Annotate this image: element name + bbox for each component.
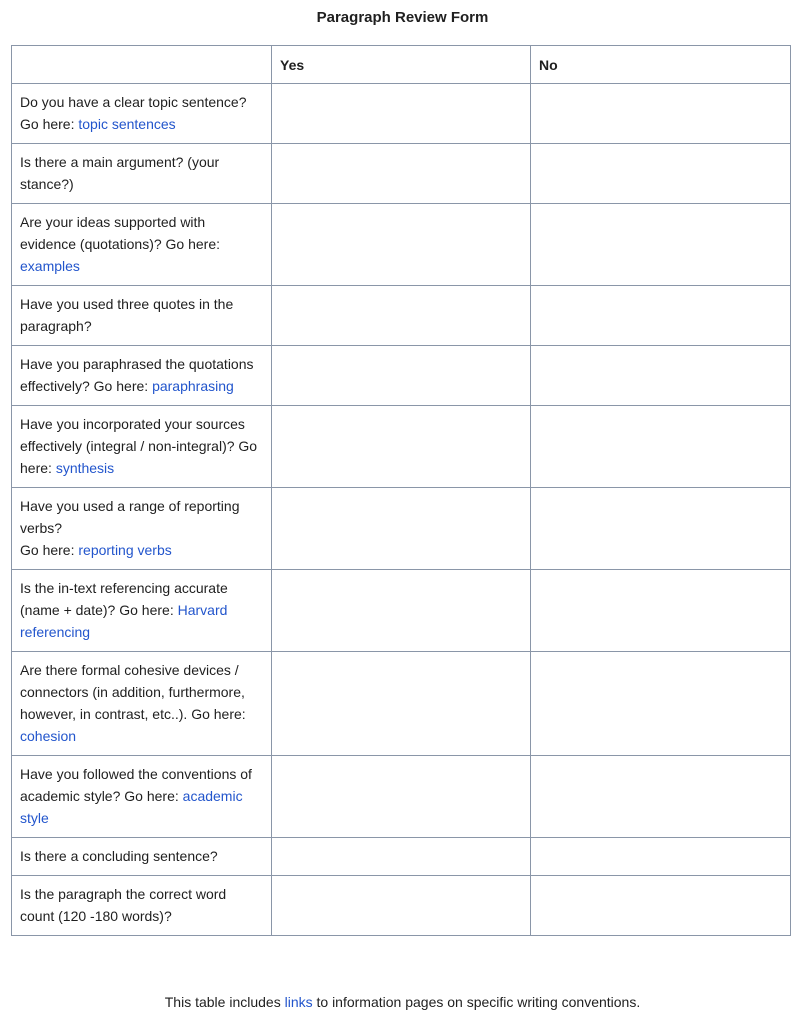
table-row xyxy=(12,756,791,838)
question-text: Have you paraphrased the quotations effectively? Go xyxy=(20,356,254,394)
footer-note xyxy=(0,992,805,1012)
go-here-text: here: xyxy=(146,788,183,804)
table-row xyxy=(12,570,791,652)
question-cell xyxy=(12,406,272,488)
yes-cell[interactable] xyxy=(272,652,531,756)
go-here-text: Go here: xyxy=(20,542,79,558)
question-text: Is there a main argument? (your stance?) xyxy=(20,154,220,192)
question-text: Is the in-text referencing accurate (name + date)? xyxy=(20,580,228,618)
question-text: Is there a concluding sentence? xyxy=(20,848,218,864)
resource-link[interactable]: cohesion xyxy=(20,728,77,744)
yes-cell[interactable] xyxy=(272,144,531,204)
table-row xyxy=(12,838,791,876)
header-yes: Yes xyxy=(272,46,531,84)
yes-cell[interactable] xyxy=(272,406,531,488)
review-table xyxy=(11,45,791,936)
resource-link[interactable]: Harvard referencing xyxy=(20,602,228,640)
question-cell xyxy=(12,84,272,144)
table-row xyxy=(12,652,791,756)
question-cell xyxy=(12,876,272,936)
table-row xyxy=(12,286,791,346)
resource-link[interactable]: paraphrasing xyxy=(152,378,234,394)
resource-link[interactable]: synthesis xyxy=(55,460,115,476)
header-question xyxy=(12,46,272,84)
question-cell xyxy=(12,756,272,838)
table-row xyxy=(12,876,791,936)
table-row xyxy=(12,488,791,570)
go-here-text: Go here: xyxy=(191,706,246,722)
question-text: Are there formal cohesive devices / connectors (in addition, furthermore, however, in contrast, etc..). xyxy=(20,662,245,722)
resource-link[interactable]: examples xyxy=(20,258,80,274)
question-cell xyxy=(12,144,272,204)
resource-link[interactable]: topic sentences xyxy=(78,116,176,132)
question-text: Do you have a clear topic sentence? xyxy=(20,94,247,110)
table-row xyxy=(12,204,791,286)
no-cell[interactable] xyxy=(531,286,791,346)
footer-links-link[interactable]: links xyxy=(284,994,313,1010)
go-here-text: here: xyxy=(188,236,221,252)
no-cell[interactable] xyxy=(531,876,791,936)
yes-cell[interactable] xyxy=(272,876,531,936)
question-text: Have you used a range of reporting verbs? xyxy=(20,498,240,536)
resource-link[interactable]: academic style xyxy=(20,788,243,826)
question-text: Are your ideas supported with evidence (quotations)? Go xyxy=(20,214,206,252)
question-text: Have you followed the conventions of academic style? Go xyxy=(20,766,252,804)
table-row xyxy=(12,84,791,144)
table-row xyxy=(12,346,791,406)
no-cell[interactable] xyxy=(531,488,791,570)
no-cell[interactable] xyxy=(531,204,791,286)
question-cell xyxy=(12,652,272,756)
no-cell[interactable] xyxy=(531,756,791,838)
table-row xyxy=(12,144,791,204)
resource-link[interactable]: reporting verbs xyxy=(78,542,172,558)
yes-cell[interactable] xyxy=(272,346,531,406)
no-cell[interactable] xyxy=(531,406,791,488)
no-cell[interactable] xyxy=(531,652,791,756)
question-cell xyxy=(12,346,272,406)
question-cell xyxy=(12,286,272,346)
no-cell[interactable] xyxy=(531,84,791,144)
yes-cell[interactable] xyxy=(272,204,531,286)
header-no: No xyxy=(531,46,791,84)
yes-cell[interactable] xyxy=(272,570,531,652)
table-row xyxy=(12,406,791,488)
question-cell xyxy=(12,204,272,286)
footer-text-after: to information pages on specific writing conventions. xyxy=(312,994,641,1010)
no-cell[interactable] xyxy=(531,144,791,204)
question-text: Have you incorporated your sources effectively (integral / non-integral)? xyxy=(20,416,245,454)
no-cell[interactable] xyxy=(531,838,791,876)
question-cell xyxy=(12,838,272,876)
header-row xyxy=(12,46,791,84)
form-title: Paragraph Review Form xyxy=(316,9,489,26)
question-cell xyxy=(12,488,272,570)
go-here-text: here: xyxy=(116,378,153,394)
question-text: Have you used three quotes in the paragraph? xyxy=(20,296,234,334)
yes-cell[interactable] xyxy=(272,838,531,876)
question-cell xyxy=(12,570,272,652)
go-here-text: Go here: xyxy=(119,602,178,618)
yes-cell[interactable] xyxy=(272,84,531,144)
no-cell[interactable] xyxy=(531,346,791,406)
no-cell[interactable] xyxy=(531,570,791,652)
footer-text-before: This table includes xyxy=(164,994,285,1010)
yes-cell[interactable] xyxy=(272,756,531,838)
yes-cell[interactable] xyxy=(272,488,531,570)
go-here-text: Go here: xyxy=(20,116,79,132)
go-here-text: Go here: xyxy=(20,438,258,476)
question-text: Is the paragraph the correct word count (120 -180 words)? xyxy=(20,886,227,924)
yes-cell[interactable] xyxy=(272,286,531,346)
